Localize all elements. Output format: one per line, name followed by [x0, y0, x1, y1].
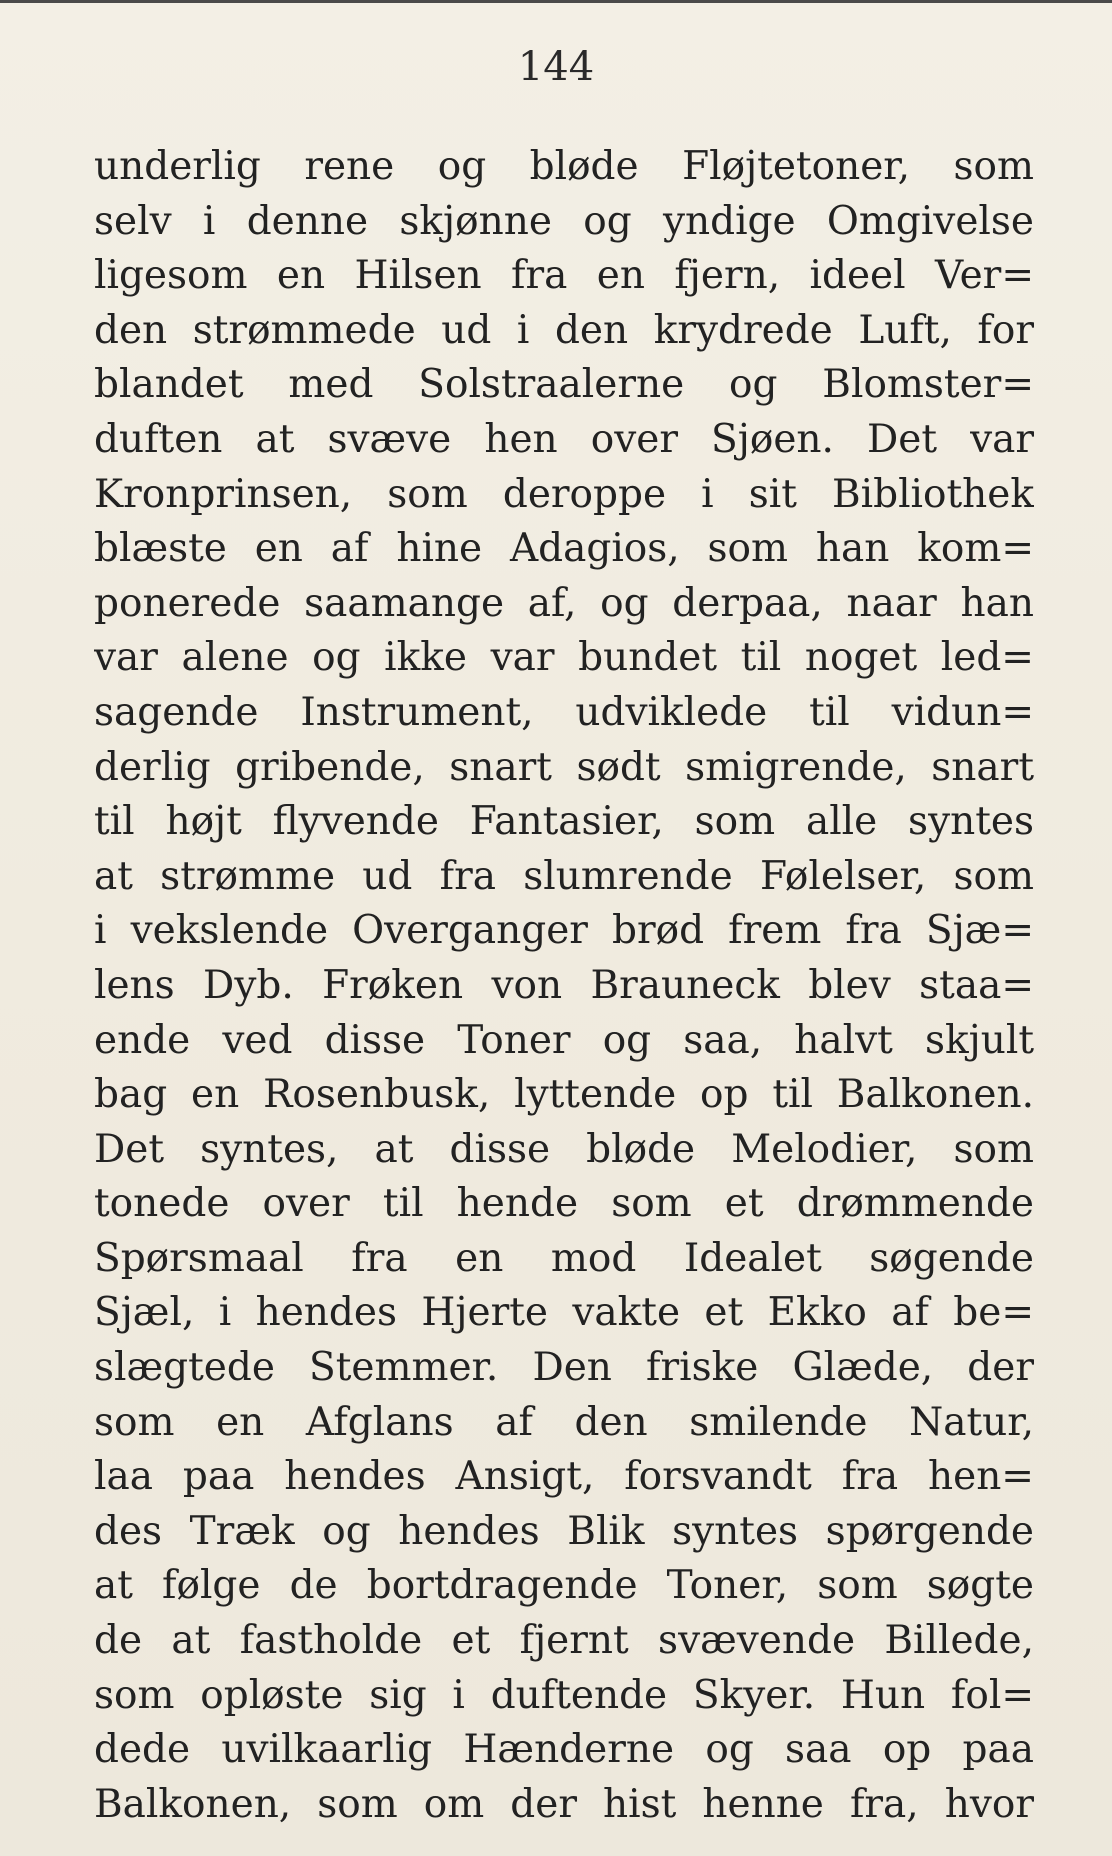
text-line: var alene og ikke var bundet til noget led= [94, 635, 1034, 681]
text-line: de at fastholde et fjernt svævende Billede, [94, 1618, 1034, 1664]
text-line: Kronprinsen, som deroppe i sit Bibliothek [94, 471, 1034, 517]
text-line: Sjæl, i hendes Hjerte vakte et Ekko af be= [94, 1290, 1034, 1336]
text-line: selv i denne skjønne og yndige Omgivelse [94, 198, 1034, 244]
text-line: tonede over til hende som et drømmende [94, 1181, 1034, 1227]
body-text [94, 140, 1034, 1832]
text-line: som en Afglans af den smilende Natur, [94, 1399, 1034, 1445]
text-line: des Træk og hendes Blik syntes spørgende [94, 1508, 1034, 1554]
text-line: slægtede Stemmer. Den friske Glæde, der [94, 1345, 1034, 1391]
text-line: Balkonen, som om der hist henne fra, hvor [94, 1781, 1034, 1827]
text-line: underlig rene og bløde Fløjtetoner, som [94, 144, 1034, 189]
page-number: 144 [517, 44, 595, 90]
text-line: ende ved disse Toner og saa, halvt skjult [94, 1017, 1034, 1063]
text-line: sagende Instrument, udviklede til vidun= [94, 689, 1034, 735]
text-line: Det syntes, at disse bløde Melodier, som [94, 1126, 1034, 1172]
text-line: som opløste sig i duftende Skyer. Hun fol= [94, 1672, 1034, 1718]
text-line: i vekslende Overganger brød frem fra Sjæ= [94, 908, 1034, 954]
text-line: bag en Rosenbusk, lyttende op til Balkonen. [94, 1072, 1034, 1118]
text-line: laa paa hendes Ansigt, forsvandt fra hen= [94, 1454, 1034, 1500]
text-line: duften at svæve hen over Sjøen. Det var [94, 416, 1034, 462]
text-line: blæste en af hine Adagios, som han kom= [94, 526, 1034, 572]
text-line: lens Dyb. Frøken von Brauneck blev staa= [94, 962, 1034, 1008]
text-line: ponerede saamange af, og derpaa, naar han [94, 580, 1034, 626]
text-line: Spørsmaal fra en mod Idealet søgende [94, 1235, 1034, 1281]
text-line: til højt flyvende Fantasier, som alle syntes [94, 799, 1034, 845]
text-line: blandet med Solstraalerne og Blomster= [94, 362, 1034, 408]
text-line: dede uvilkaarlig Hænderne og saa op paa [94, 1727, 1034, 1773]
text-line: at strømme ud fra slumrende Følelser, som [94, 853, 1034, 899]
text-line: at følge de bortdragende Toner, som søgte [94, 1563, 1034, 1609]
text-line: den strømmede ud i den krydrede Luft, for [94, 307, 1034, 353]
page-top-edge [0, 0, 1112, 3]
text-line: derlig gribende, snart sødt smigrende, snart [94, 744, 1034, 790]
text-line: ligesom en Hilsen fra en fjern, ideel Ver= [94, 253, 1034, 299]
